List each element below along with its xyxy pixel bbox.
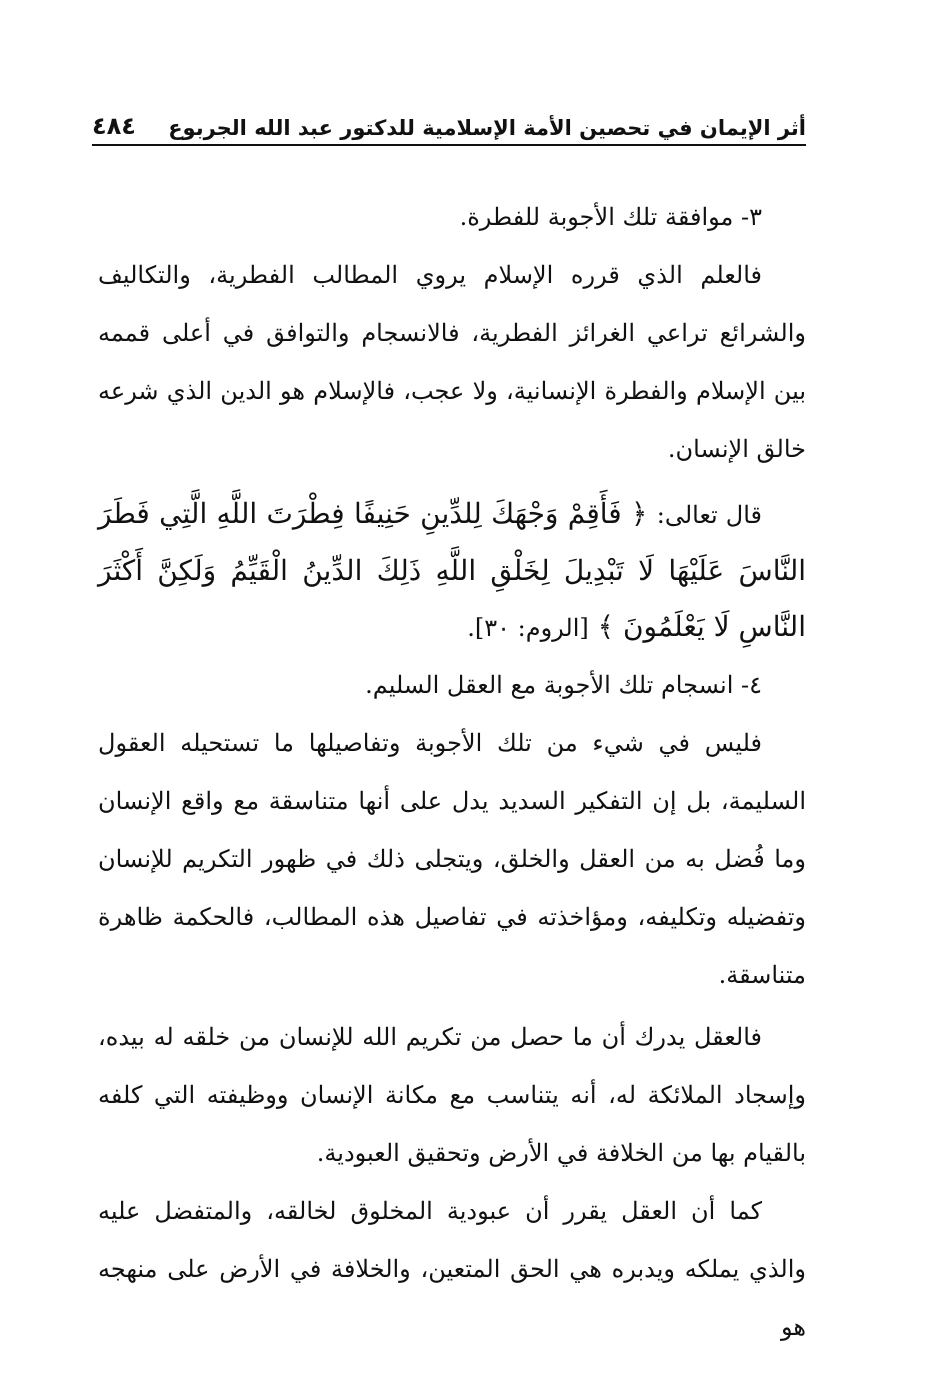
paragraph-3: فالعقل يدرك أن ما حصل من تكريم الله للإنسان من خلقه له بيده، وإسجاد الملائكة له، أنه يتناسب مع مكانة الإنسان ووظيفته التي كلفه بالقيام بها من الخلافة في الأرض وتحقيق العبودية. — [98, 1023, 806, 1167]
page-number: ٤٨٤ — [92, 112, 136, 140]
verse-lead: قال تعالى: — [656, 501, 762, 529]
verse-reference: [الروم: ٣٠]. — [467, 614, 589, 642]
page-header — [92, 100, 806, 146]
paragraph-1: فالعلم الذي قرره الإسلام يروي المطالب الفطرية، والتكاليف والشرائع تراعي الغرائز الفطرية، فالانسجام والتوافق في أعلى قممه بين الإسلام والفطرة الإنسانية، ولا عجب، فالإسلام هو الدين الذي شرعه خالق الإنسان. — [98, 261, 806, 463]
quran-verse-block — [98, 486, 806, 656]
paragraph-2: فليس في شيء من تلك الأجوبة وتفاصيلها ما تستحيله العقول السليمة، بل إن التفكير السديد يدل على أنها متناسقة مع واقع الإنسان وما فُضل به من العقل والخلق، ويتجلى ذلك في ظهور التكريم للإنسان وتفضيله وتكليفه، ومؤاخذته في تفاصيل هذه المطالب، فالحكمة ظاهرة متناسقة. — [98, 729, 806, 989]
section-heading-4: ٤- انسجام تلك الأجوبة مع العقل السليم. — [365, 671, 762, 699]
section-heading-3: ٣- موافقة تلك الأجوبة للفطرة. — [459, 203, 762, 231]
page-body — [98, 188, 806, 1356]
running-title: أثر الإيمان في تحصين الأمة الإسلامية للدكتور عبد الله الجربوع — [168, 116, 806, 140]
paragraph-4: كما أن العقل يقرر أن عبودية المخلوق لخالقه، والمتفضل عليه والذي يملكه ويدبره هي الحق المتعين، والخلافة في الأرض على منهجه هو — [98, 1197, 806, 1341]
quran-verse: ﴿ فَأَقِمْ وَجْهَكَ لِلدِّينِ حَنِيفًا فِطْرَتَ اللَّهِ الَّتِي فَطَرَ النَّاسَ عَلَيْهَا لَا تَبْدِيلَ لِخَلْقِ اللَّهِ ذَلِكَ الدِّينُ الْقَيِّمُ وَلَكِنَّ أَكْثَرَ النَّاسِ لَا يَعْلَمُونَ ﴾ — [98, 497, 806, 643]
